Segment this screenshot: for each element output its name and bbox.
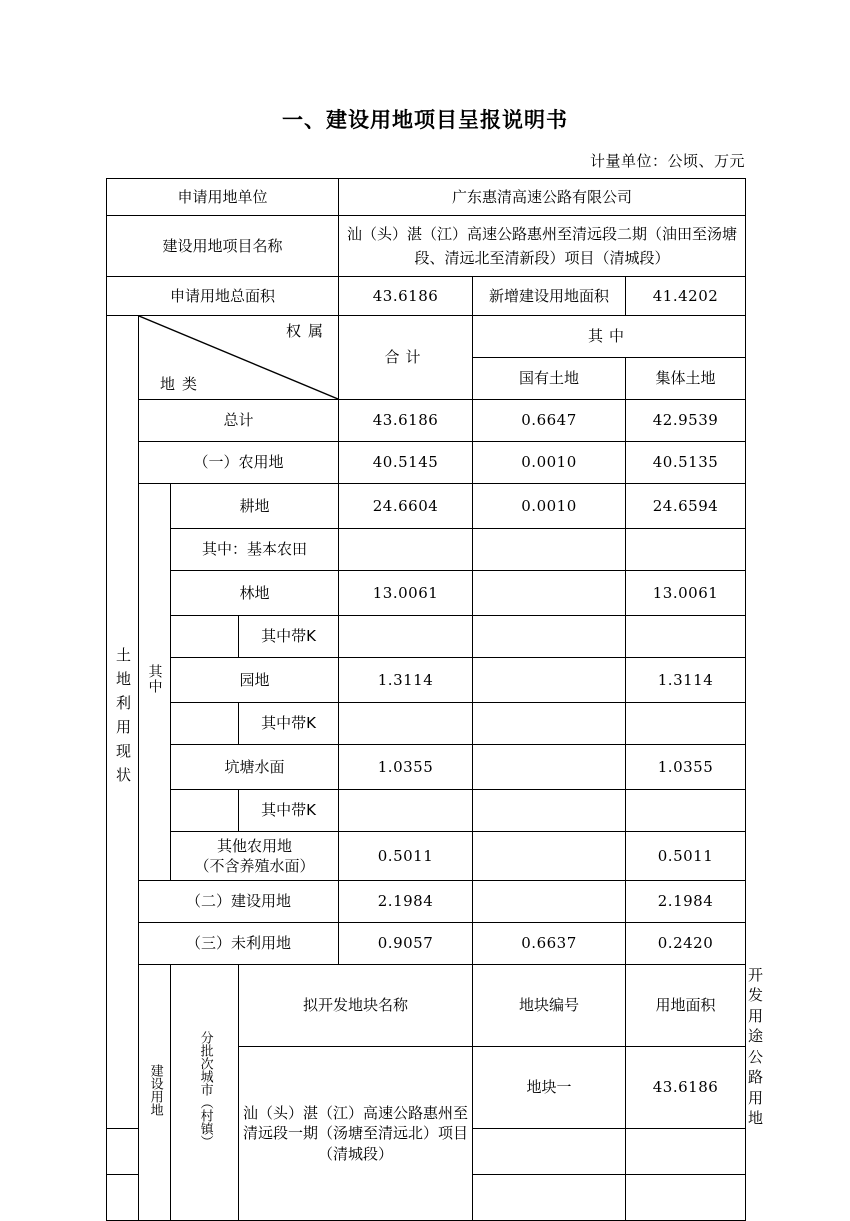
value-total: 1.3114 [339, 658, 473, 703]
landtype-label [171, 832, 339, 881]
plot-area-value: 43.6186 [626, 1047, 746, 1129]
total-area-value: 43.6186 [339, 277, 473, 316]
value-total [339, 790, 473, 832]
applicant-label: 申请用地单位 [107, 179, 339, 216]
axis-header-landtype: 地类 [160, 374, 205, 393]
value-state [473, 658, 626, 703]
value-total: 40.5145 [339, 442, 473, 484]
value-total [339, 703, 473, 745]
column-header-plot-number: 地块编号 [473, 965, 626, 1047]
plot-use-value [626, 1129, 746, 1175]
value-state [473, 571, 626, 616]
value-total: 0.9057 [339, 923, 473, 965]
value-state [473, 790, 626, 832]
table-row [107, 571, 746, 616]
landtype-label-line2: （不含养殖水面） [194, 857, 315, 875]
landtype-spacer [171, 703, 239, 745]
value-state: 0.0010 [473, 442, 626, 484]
column-header-plot-name: 拟开发地块名称 [239, 965, 473, 1047]
value-total: 24.6604 [339, 484, 473, 529]
table-row [107, 923, 746, 965]
plot-number-value [107, 1175, 139, 1221]
landtype-label: 园地 [171, 658, 339, 703]
project-name-label: 建设用地项目名称 [107, 216, 339, 277]
new-construction-value: 41.4202 [626, 277, 746, 316]
landtype-label: 其中带K [239, 703, 339, 745]
landtype-label: 林地 [171, 571, 339, 616]
column-header-group: 其中 [473, 316, 746, 358]
subsection-label-batch-city [171, 965, 239, 1221]
section-label-construction-text: 建设用地 [147, 1063, 163, 1116]
value-collective [626, 529, 746, 571]
value-total: 0.5011 [339, 832, 473, 881]
value-state [473, 745, 626, 790]
column-header-state-land: 国有土地 [473, 358, 626, 400]
section-label-construction [139, 965, 171, 1221]
value-collective [626, 703, 746, 745]
landtype-spacer [171, 790, 239, 832]
landtype-label: 其中：基本农田 [171, 529, 339, 571]
value-collective [626, 616, 746, 658]
unit-note: 计量单位：公顷、万元 [589, 152, 745, 170]
table-row-development-header: 建设用地 分批次城市（村镇） 拟开发地块名称 地块编号 用地面积 开发用途 [107, 965, 746, 1047]
landtype-label: 耕地 [171, 484, 339, 529]
table-row [107, 616, 746, 658]
table-row: 汕（头）湛（江）高速公路惠州至清远段一期（汤塘至清远北）项目（清城段） 地块一 43.6186 公路用地 [107, 1047, 746, 1129]
table-row [107, 745, 746, 790]
value-collective: 1.3114 [626, 658, 746, 703]
table-row [107, 529, 746, 571]
value-state [473, 529, 626, 571]
landtype-label: 坑塘水面 [171, 745, 339, 790]
value-total: 43.6186 [339, 400, 473, 442]
value-total: 13.0061 [339, 571, 473, 616]
table-row [107, 832, 746, 881]
landtype-spacer [171, 616, 239, 658]
landtype-label: （一）农用地 [139, 442, 339, 484]
plot-area-value [473, 1129, 626, 1175]
table-row-matrix-header-top [107, 316, 746, 358]
axis-header-cell [139, 316, 339, 400]
value-state [473, 881, 626, 923]
table-row [107, 442, 746, 484]
subsection-label-batch-city-text: 分批次城市（村镇） [197, 1031, 213, 1149]
column-header-plot-area: 用地面积 [626, 965, 746, 1047]
value-collective: 24.6594 [626, 484, 746, 529]
plot-number-value [107, 1129, 139, 1175]
value-collective: 1.0355 [626, 745, 746, 790]
value-total [339, 616, 473, 658]
section-label-land-use-text: 土地利用现状 [114, 647, 132, 792]
subsection-label-among-text: 其中 [146, 664, 163, 695]
new-construction-label: 新增建设用地面积 [473, 277, 626, 316]
table-row [107, 484, 746, 529]
landtype-label: （二）建设用地 [139, 881, 339, 923]
landtype-label: （三）未利用地 [139, 923, 339, 965]
landtype-label: 其中带K [239, 616, 339, 658]
column-header-collective-land: 集体土地 [626, 358, 746, 400]
axis-header-ownership: 权属 [286, 322, 331, 340]
value-total: 2.1984 [339, 881, 473, 923]
value-collective: 13.0061 [626, 571, 746, 616]
value-collective: 0.5011 [626, 832, 746, 881]
plot-use-value [626, 1175, 746, 1221]
value-state [473, 703, 626, 745]
value-collective [626, 790, 746, 832]
value-state: 0.0010 [473, 484, 626, 529]
subsection-label-among [139, 484, 171, 881]
value-state: 0.6647 [473, 400, 626, 442]
value-collective: 42.9539 [626, 400, 746, 442]
value-collective: 0.2420 [626, 923, 746, 965]
table-row [107, 881, 746, 923]
land-use-report-table [106, 178, 764, 1221]
value-state [473, 616, 626, 658]
landtype-label: 其中带K [239, 790, 339, 832]
column-header-total: 合计 [339, 316, 473, 400]
landtype-label-line1: 其他农用地 [217, 836, 293, 855]
table-row [107, 790, 746, 832]
table-row-applicant [107, 179, 746, 216]
plot-number-value: 地块一 [473, 1047, 626, 1129]
value-collective: 2.1984 [626, 881, 746, 923]
project-name-value: 汕（头）湛（江）高速公路惠州至清远段二期（油田至汤塘段、清远北至清新段）项目（清城段） [339, 216, 746, 277]
total-area-label: 申请用地总面积 [107, 277, 339, 316]
table-row-project-name [107, 216, 746, 277]
landtype-label: 总计 [139, 400, 339, 442]
table-row [107, 703, 746, 745]
table-row [107, 658, 746, 703]
page-title: 一、建设用地项目呈报说明书 [282, 108, 568, 132]
value-collective: 40.5135 [626, 442, 746, 484]
applicant-value: 广东惠清高速公路有限公司 [339, 179, 746, 216]
table-row [107, 400, 746, 442]
plot-area-value [473, 1175, 626, 1221]
plot-name-value: 汕（头）湛（江）高速公路惠州至清远段一期（汤塘至清远北）项目（清城段） [239, 1047, 473, 1221]
value-total [339, 529, 473, 571]
value-total: 1.0355 [339, 745, 473, 790]
value-state [473, 832, 626, 881]
section-label-land-use [107, 316, 139, 1129]
value-state: 0.6637 [473, 923, 626, 965]
table-row-total-area [107, 277, 746, 316]
